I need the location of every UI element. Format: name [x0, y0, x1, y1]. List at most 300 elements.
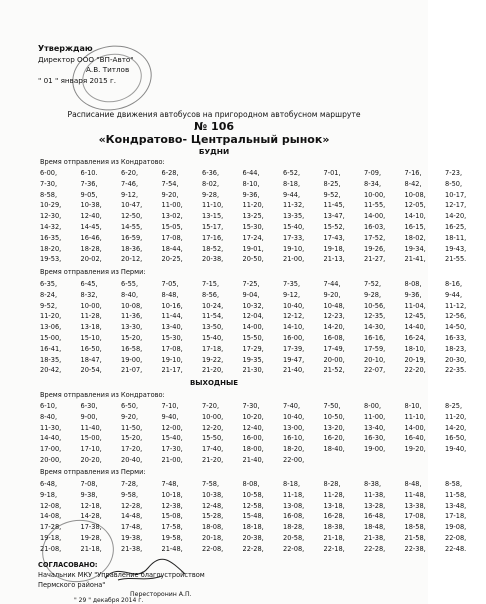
- departure-time: 10-00,: [80, 301, 102, 310]
- departure-time: 11-04,: [404, 301, 426, 310]
- departure-time: 8-08,: [404, 280, 422, 288]
- departure-time: 18-20,: [40, 244, 62, 253]
- departure-time: 9-52,: [40, 301, 58, 310]
- departure-time: 17-38,: [80, 523, 102, 532]
- departure-time: 21-20,: [202, 455, 224, 464]
- departure-time: 13-08,: [283, 501, 305, 510]
- departure-time: 8-10,: [242, 179, 260, 188]
- departure-time: 8-50,: [445, 179, 463, 188]
- departure-time: 16-24,: [404, 333, 426, 342]
- departure-time: 19-43,: [445, 244, 467, 253]
- departure-time: 8-34,: [364, 179, 382, 188]
- departure-time: 14-28,: [80, 512, 102, 521]
- departure-time: 22-35.: [445, 366, 467, 375]
- departure-time: 21-13,: [323, 255, 345, 264]
- weekday-kondratovo-times: [40, 168, 486, 265]
- approval-title: Утверждаю: [38, 44, 93, 53]
- departure-time: 12-40,: [80, 212, 102, 221]
- departure-time: [364, 455, 405, 466]
- departure-time: 10-32,: [242, 301, 264, 310]
- departure-time: 21-07,: [121, 366, 143, 375]
- departure-time: 12-23,: [323, 312, 345, 321]
- time-row: [40, 279, 486, 290]
- departure-time: 17-10,: [80, 445, 102, 454]
- departure-time: 16-35,: [40, 233, 62, 242]
- departure-time: 15-30,: [161, 333, 183, 342]
- agreement-block: [38, 560, 205, 590]
- departure-time: [324, 455, 365, 466]
- time-row: [40, 311, 486, 322]
- departure-time: 9-44,: [283, 190, 301, 199]
- departure-time: 16-20,: [323, 434, 345, 443]
- departure-time: 12-35,: [364, 312, 386, 321]
- departure-time: 11-30,: [40, 423, 62, 432]
- departure-time: 17-40,: [202, 445, 224, 454]
- departure-time: 9-36,: [404, 290, 422, 299]
- departure-time: 6-36,: [202, 169, 220, 177]
- departure-time: 12-05,: [404, 201, 426, 210]
- departure-time: 20-02,: [80, 255, 102, 264]
- departure-time: 22-20,: [404, 366, 426, 375]
- departure-time: 7-52,: [364, 280, 382, 288]
- departure-time: 9-20,: [323, 290, 341, 299]
- departure-time: 18-35,: [40, 355, 62, 364]
- departure-time: 9-00,: [80, 412, 98, 421]
- departure-time: 11-40,: [80, 423, 102, 432]
- departure-time: 6-55,: [121, 280, 139, 288]
- departure-time: 9-44,: [445, 290, 463, 299]
- departure-time: 7-23,: [445, 169, 463, 177]
- departure-time: 18-52,: [202, 244, 224, 253]
- departure-time: 20-30,: [445, 355, 467, 364]
- departure-time: 18-08,: [202, 523, 224, 532]
- weekend-kondratovo-label: Время отправления из Кондратово:: [40, 391, 165, 399]
- departure-time: 14-20,: [445, 212, 467, 221]
- departure-time: 20-54,: [80, 366, 102, 375]
- departure-time: 6-10.: [80, 169, 98, 177]
- departure-time: 9-04,: [242, 290, 260, 299]
- departure-time: 12-00,: [161, 423, 183, 432]
- departure-time: 15-17,: [202, 222, 224, 231]
- departure-time: 15-52,: [323, 222, 345, 231]
- time-row: [40, 355, 486, 366]
- departure-time: 21-00,: [161, 455, 183, 464]
- departure-time: 18-40,: [323, 445, 345, 454]
- departure-time: 10-38,: [202, 490, 224, 499]
- departure-time: 20-10,: [364, 355, 386, 364]
- departure-time: 9-40,: [161, 412, 179, 421]
- time-row: [40, 211, 486, 222]
- departure-time: 10-08,: [121, 301, 143, 310]
- agreed-date: " 29 " декабря 2014 г.: [74, 597, 144, 604]
- departure-time: 18-11,: [445, 233, 467, 242]
- departure-time: 7-10,: [161, 402, 179, 410]
- departure-time: 10-00,: [364, 190, 386, 199]
- departure-time: 9-12,: [121, 190, 139, 199]
- departure-time: 14-20,: [445, 423, 467, 432]
- departure-time: 6-45,: [80, 280, 98, 288]
- departure-time: 19-08,: [445, 523, 467, 532]
- departure-time: 7-15,: [202, 280, 220, 288]
- departure-time: 7-50,: [323, 402, 341, 410]
- departure-time: 8-42,: [404, 179, 422, 188]
- departure-time: 8-40,: [40, 412, 58, 421]
- time-row: [40, 333, 486, 344]
- departure-time: 6-52,: [283, 169, 301, 177]
- departure-time: 8-58,: [40, 190, 58, 199]
- departure-time: 10-40,: [283, 412, 305, 421]
- departure-time: 17-39,: [283, 344, 305, 353]
- departure-time: 21-00,: [283, 255, 305, 264]
- departure-time: 15-05,: [161, 222, 183, 231]
- time-row: [40, 222, 486, 233]
- departure-time: 9-18,: [40, 490, 58, 499]
- departure-time: 11-20,: [445, 412, 467, 421]
- departure-time: 12-08,: [40, 501, 62, 510]
- departure-time: 13-18,: [80, 323, 102, 332]
- departure-time: 14-32,: [40, 222, 62, 231]
- time-row: [40, 412, 486, 423]
- departure-time: 17-59,: [364, 344, 386, 353]
- departure-time: 22-28,: [242, 544, 264, 553]
- departure-time: 16-28,: [323, 512, 345, 521]
- departure-time: 21-52,: [323, 366, 345, 375]
- weekday-kondratovo-label: Время отправления из Кондратово:: [40, 158, 165, 166]
- departure-time: 19-34,: [404, 244, 426, 253]
- departure-time: 19-10,: [283, 244, 305, 253]
- time-row: [40, 200, 486, 211]
- departure-time: 17-33,: [283, 233, 305, 242]
- approval-director: Директор ООО "ВП-Авто": [38, 54, 134, 64]
- agreed-position: Начальник МКУ "Управление благоустройством: [38, 571, 205, 579]
- departure-time: 16-08,: [323, 333, 345, 342]
- agreed-name: Пересторонин А.П.: [130, 591, 192, 598]
- departure-time: 16-10,: [283, 434, 305, 443]
- departure-time: 17-29,: [242, 344, 264, 353]
- departure-time: 7-40,: [283, 402, 301, 410]
- departure-time: 15-40,: [161, 434, 183, 443]
- time-row: [40, 254, 486, 265]
- departure-time: 7-30,: [242, 402, 260, 410]
- departure-time: 17-48,: [121, 523, 143, 532]
- departure-time: 11-10,: [404, 412, 426, 421]
- departure-time: 9-38,: [80, 490, 98, 499]
- departure-time: 16-58,: [121, 344, 143, 353]
- departure-time: 8-58,: [445, 480, 463, 488]
- departure-time: 14-20,: [323, 323, 345, 332]
- departure-time: 21-08,: [40, 544, 62, 553]
- departure-time: 6-28,: [161, 169, 179, 177]
- departure-time: 17-43,: [323, 233, 345, 242]
- departure-time: 21-27,: [364, 255, 386, 264]
- departure-time: 11-36,: [121, 312, 143, 321]
- departure-time: 17-18,: [202, 344, 224, 353]
- departure-time: 18-48,: [364, 523, 386, 532]
- departure-time: 13-35,: [283, 212, 305, 221]
- departure-time: 14-30,: [364, 323, 386, 332]
- departure-time: 21-30,: [242, 366, 264, 375]
- departure-time: 10-50,: [323, 412, 345, 421]
- departure-time: 9-20,: [161, 190, 179, 199]
- departure-time: 20-50,: [242, 255, 264, 264]
- departure-time: 11-58,: [445, 490, 467, 499]
- departure-time: 8-40,: [121, 290, 139, 299]
- departure-time: 12-28,: [121, 501, 143, 510]
- weekday-perm-times: [40, 279, 486, 376]
- departure-time: 10-16,: [161, 301, 183, 310]
- departure-time: 18-02,: [404, 233, 426, 242]
- departure-time: 13-25,: [242, 212, 264, 221]
- departure-time: 18-23,: [445, 344, 467, 353]
- departure-time: 7-16,: [404, 169, 422, 177]
- departure-time: 18-10,: [404, 344, 426, 353]
- time-row: [40, 290, 486, 301]
- departure-time: 9-52,: [323, 190, 341, 199]
- departure-time: 6-35,: [40, 280, 58, 288]
- departure-time: 22-18,: [323, 544, 345, 553]
- departure-time: 8-56,: [202, 290, 220, 299]
- departure-time: 21-18,: [80, 544, 102, 553]
- departure-time: 14-40,: [404, 323, 426, 332]
- departure-time: 16-25,: [445, 222, 467, 231]
- departure-time: 22-38,: [404, 544, 426, 553]
- departure-time: 16-08,: [283, 512, 305, 521]
- departure-time: 20-12,: [121, 255, 143, 264]
- schedule-subtitle: Расписание движения автобусов на пригородном автобусном маршруте: [67, 110, 361, 119]
- departure-time: 7-48,: [161, 480, 179, 488]
- departure-time: 11-28,: [323, 490, 345, 499]
- departure-time: 19-53,: [40, 255, 62, 264]
- departure-time: 20-00,: [40, 455, 62, 464]
- agreed-label: СОГЛАСОВАНО:: [38, 561, 98, 569]
- departure-time: 10-24,: [202, 301, 224, 310]
- departure-time: 16-33,: [445, 333, 467, 342]
- departure-time: 8-00,: [364, 402, 382, 410]
- departure-time: 13-06,: [40, 323, 62, 332]
- departure-time: 7-01,: [323, 169, 341, 177]
- departure-time: 9-36,: [242, 190, 260, 199]
- departure-time: 18-36,: [121, 244, 143, 253]
- departure-time: 12-38,: [161, 501, 183, 510]
- time-row: [40, 511, 486, 522]
- departure-time: 7-20,: [202, 402, 220, 410]
- departure-time: 22-08,: [202, 544, 224, 553]
- departure-time: 12-12,: [283, 312, 305, 321]
- departure-time: 8-18,: [283, 480, 301, 488]
- departure-time: 9-12,: [283, 290, 301, 299]
- departure-time: 21-55.: [445, 255, 467, 264]
- departure-time: 17-58,: [161, 523, 183, 532]
- departure-time: 22-08,: [283, 544, 305, 553]
- departure-time: 12-30,: [40, 212, 62, 221]
- departure-time: 17-08,: [161, 233, 183, 242]
- departure-time: 17-00,: [40, 445, 62, 454]
- departure-time: 14-10,: [283, 323, 305, 332]
- departure-time: 11-10,: [202, 201, 224, 210]
- departure-time: 6-10,: [40, 402, 58, 410]
- departure-time: 19-20,: [404, 445, 426, 454]
- time-row: [40, 322, 486, 333]
- departure-time: 16-50,: [80, 344, 102, 353]
- departure-time: 13-40,: [161, 323, 183, 332]
- departure-time: 6-50,: [121, 402, 139, 410]
- departure-time: 6-30,: [80, 402, 98, 410]
- route-name: «Кондратово- Центральный рынок»: [98, 133, 330, 146]
- departure-time: 9-28,: [202, 190, 220, 199]
- departure-time: 8-24,: [40, 290, 58, 299]
- agreed-district: Пермского района": [38, 581, 106, 589]
- departure-time: 11-55,: [364, 201, 386, 210]
- departure-time: 18-18,: [242, 523, 264, 532]
- weekend-heading: ВЫХОДНЫЕ: [189, 379, 239, 387]
- approval-date: " 01 " января 2015 г.: [38, 75, 117, 85]
- departure-time: 16-59,: [121, 233, 143, 242]
- departure-time: 6-20,: [121, 169, 139, 177]
- departure-time: 19-22,: [202, 355, 224, 364]
- departure-time: 21-48,: [161, 544, 183, 553]
- departure-time: 15-10,: [80, 333, 102, 342]
- departure-time: 12-45,: [404, 312, 426, 321]
- departure-time: 8-48,: [161, 290, 179, 299]
- departure-time: 19-47,: [283, 355, 305, 364]
- departure-time: 12-48,: [202, 501, 224, 510]
- departure-time: 14-45,: [80, 222, 102, 231]
- departure-time: 8-38,: [364, 480, 382, 488]
- departure-time: 16-48,: [364, 512, 386, 521]
- departure-time: 13-30,: [121, 323, 143, 332]
- approval-block: [38, 44, 134, 86]
- departure-time: 8-32,: [80, 290, 98, 299]
- departure-time: 7-46,: [121, 179, 139, 188]
- departure-time: 16-00,: [283, 333, 305, 342]
- departure-time: 12-04,: [242, 312, 264, 321]
- departure-time: 13-38,: [404, 501, 426, 510]
- departure-time: 17-28,: [40, 523, 62, 532]
- departure-time: 9-20,: [121, 412, 139, 421]
- departure-time: 16-00,: [242, 434, 264, 443]
- departure-time: 12-50,: [121, 212, 143, 221]
- departure-time: 17-30,: [161, 445, 183, 454]
- departure-time: 12-17,: [445, 201, 467, 210]
- departure-time: 10-48,: [323, 301, 345, 310]
- time-row: [40, 179, 486, 190]
- departure-time: 16-41,: [40, 344, 62, 353]
- departure-time: 12-20,: [202, 423, 224, 432]
- time-row: [40, 190, 486, 201]
- time-row: [40, 344, 486, 355]
- departure-time: 11-45,: [323, 201, 345, 210]
- departure-time: 10-18,: [161, 490, 183, 499]
- departure-time: 14-55,: [121, 222, 143, 231]
- time-row: [40, 233, 486, 244]
- departure-time: 9-28,: [364, 290, 382, 299]
- departure-time: 18-47,: [80, 355, 102, 364]
- departure-time: 19-00,: [364, 445, 386, 454]
- time-row: [40, 168, 486, 179]
- departure-time: 16-50,: [445, 434, 467, 443]
- departure-time: 18-44,: [161, 244, 183, 253]
- departure-time: 7-54,: [161, 179, 179, 188]
- departure-time: 18-20,: [283, 445, 305, 454]
- departure-time: 13-00,: [283, 423, 305, 432]
- departure-time: 20-38,: [202, 255, 224, 264]
- departure-time: 10-47,: [121, 201, 143, 210]
- departure-time: 10-17,: [445, 190, 467, 199]
- departure-time: 19-28,: [80, 533, 102, 542]
- departure-time: 19-10,: [161, 355, 183, 364]
- departure-time: 6-00,: [40, 169, 58, 177]
- departure-time: 7-25,: [242, 280, 260, 288]
- departure-time: 11-54,: [202, 312, 224, 321]
- weekday-perm-label: Время отправления из Перми:: [40, 268, 146, 276]
- departure-time: 7-09,: [364, 169, 382, 177]
- departure-time: 14-00,: [364, 212, 386, 221]
- departure-time: 12-18,: [80, 501, 102, 510]
- departure-time: 18-38,: [323, 523, 345, 532]
- departure-time: 13-40,: [364, 423, 386, 432]
- departure-time: 14-10,: [404, 212, 426, 221]
- departure-time: 16-16,: [364, 333, 386, 342]
- departure-time: 19-38,: [121, 533, 143, 542]
- departure-time: 21-38,: [121, 544, 143, 553]
- time-row: [40, 244, 486, 255]
- departure-time: 14-40,: [40, 434, 62, 443]
- departure-time: 8-25,: [445, 402, 463, 410]
- departure-time: 13-18,: [323, 501, 345, 510]
- time-row: [40, 423, 486, 434]
- departure-time: 20-00,: [323, 355, 345, 364]
- departure-time: 21-18,: [323, 533, 345, 542]
- departure-time: 14-08,: [40, 512, 62, 521]
- departure-time: 13-50,: [202, 323, 224, 332]
- departure-time: 17-08,: [404, 512, 426, 521]
- departure-time: 10-38,: [80, 201, 102, 210]
- departure-time: 17-20,: [121, 445, 143, 454]
- departure-time: 14-48,: [121, 512, 143, 521]
- departure-time: 10-40,: [283, 301, 305, 310]
- time-row: [40, 301, 486, 312]
- time-row: [40, 501, 486, 512]
- departure-time: 10-20,: [242, 412, 264, 421]
- departure-time: 17-08,: [161, 344, 183, 353]
- departure-time: 14-00,: [404, 423, 426, 432]
- departure-time: 18-28,: [80, 244, 102, 253]
- departure-time: 14-50,: [445, 323, 467, 332]
- departure-time: 18-28,: [283, 523, 305, 532]
- time-row: [40, 455, 486, 466]
- departure-time: 20-40,: [121, 455, 143, 464]
- departure-time: 11-44,: [161, 312, 183, 321]
- departure-time: 18-58,: [404, 523, 426, 532]
- departure-time: 11-38,: [364, 490, 386, 499]
- time-row: [40, 365, 486, 376]
- departure-time: 15-50,: [242, 333, 264, 342]
- departure-time: 11-12,: [445, 301, 467, 310]
- departure-time: 16-46,: [80, 233, 102, 242]
- departure-time: 15-50,: [202, 434, 224, 443]
- departure-time: 8-48,: [404, 480, 422, 488]
- departure-time: 20-42,: [40, 366, 62, 375]
- departure-time: 11-48,: [404, 490, 426, 499]
- departure-time: 22-08,: [445, 533, 467, 542]
- departure-time: 19-40,: [445, 445, 467, 454]
- weekend-kondratovo-times: [40, 401, 486, 466]
- departure-time: 8-28,: [323, 480, 341, 488]
- departure-time: 15-30,: [242, 222, 264, 231]
- departure-time: 7-05,: [161, 280, 179, 288]
- departure-time: 16-15,: [404, 222, 426, 231]
- departure-time: 17-52,: [364, 233, 386, 242]
